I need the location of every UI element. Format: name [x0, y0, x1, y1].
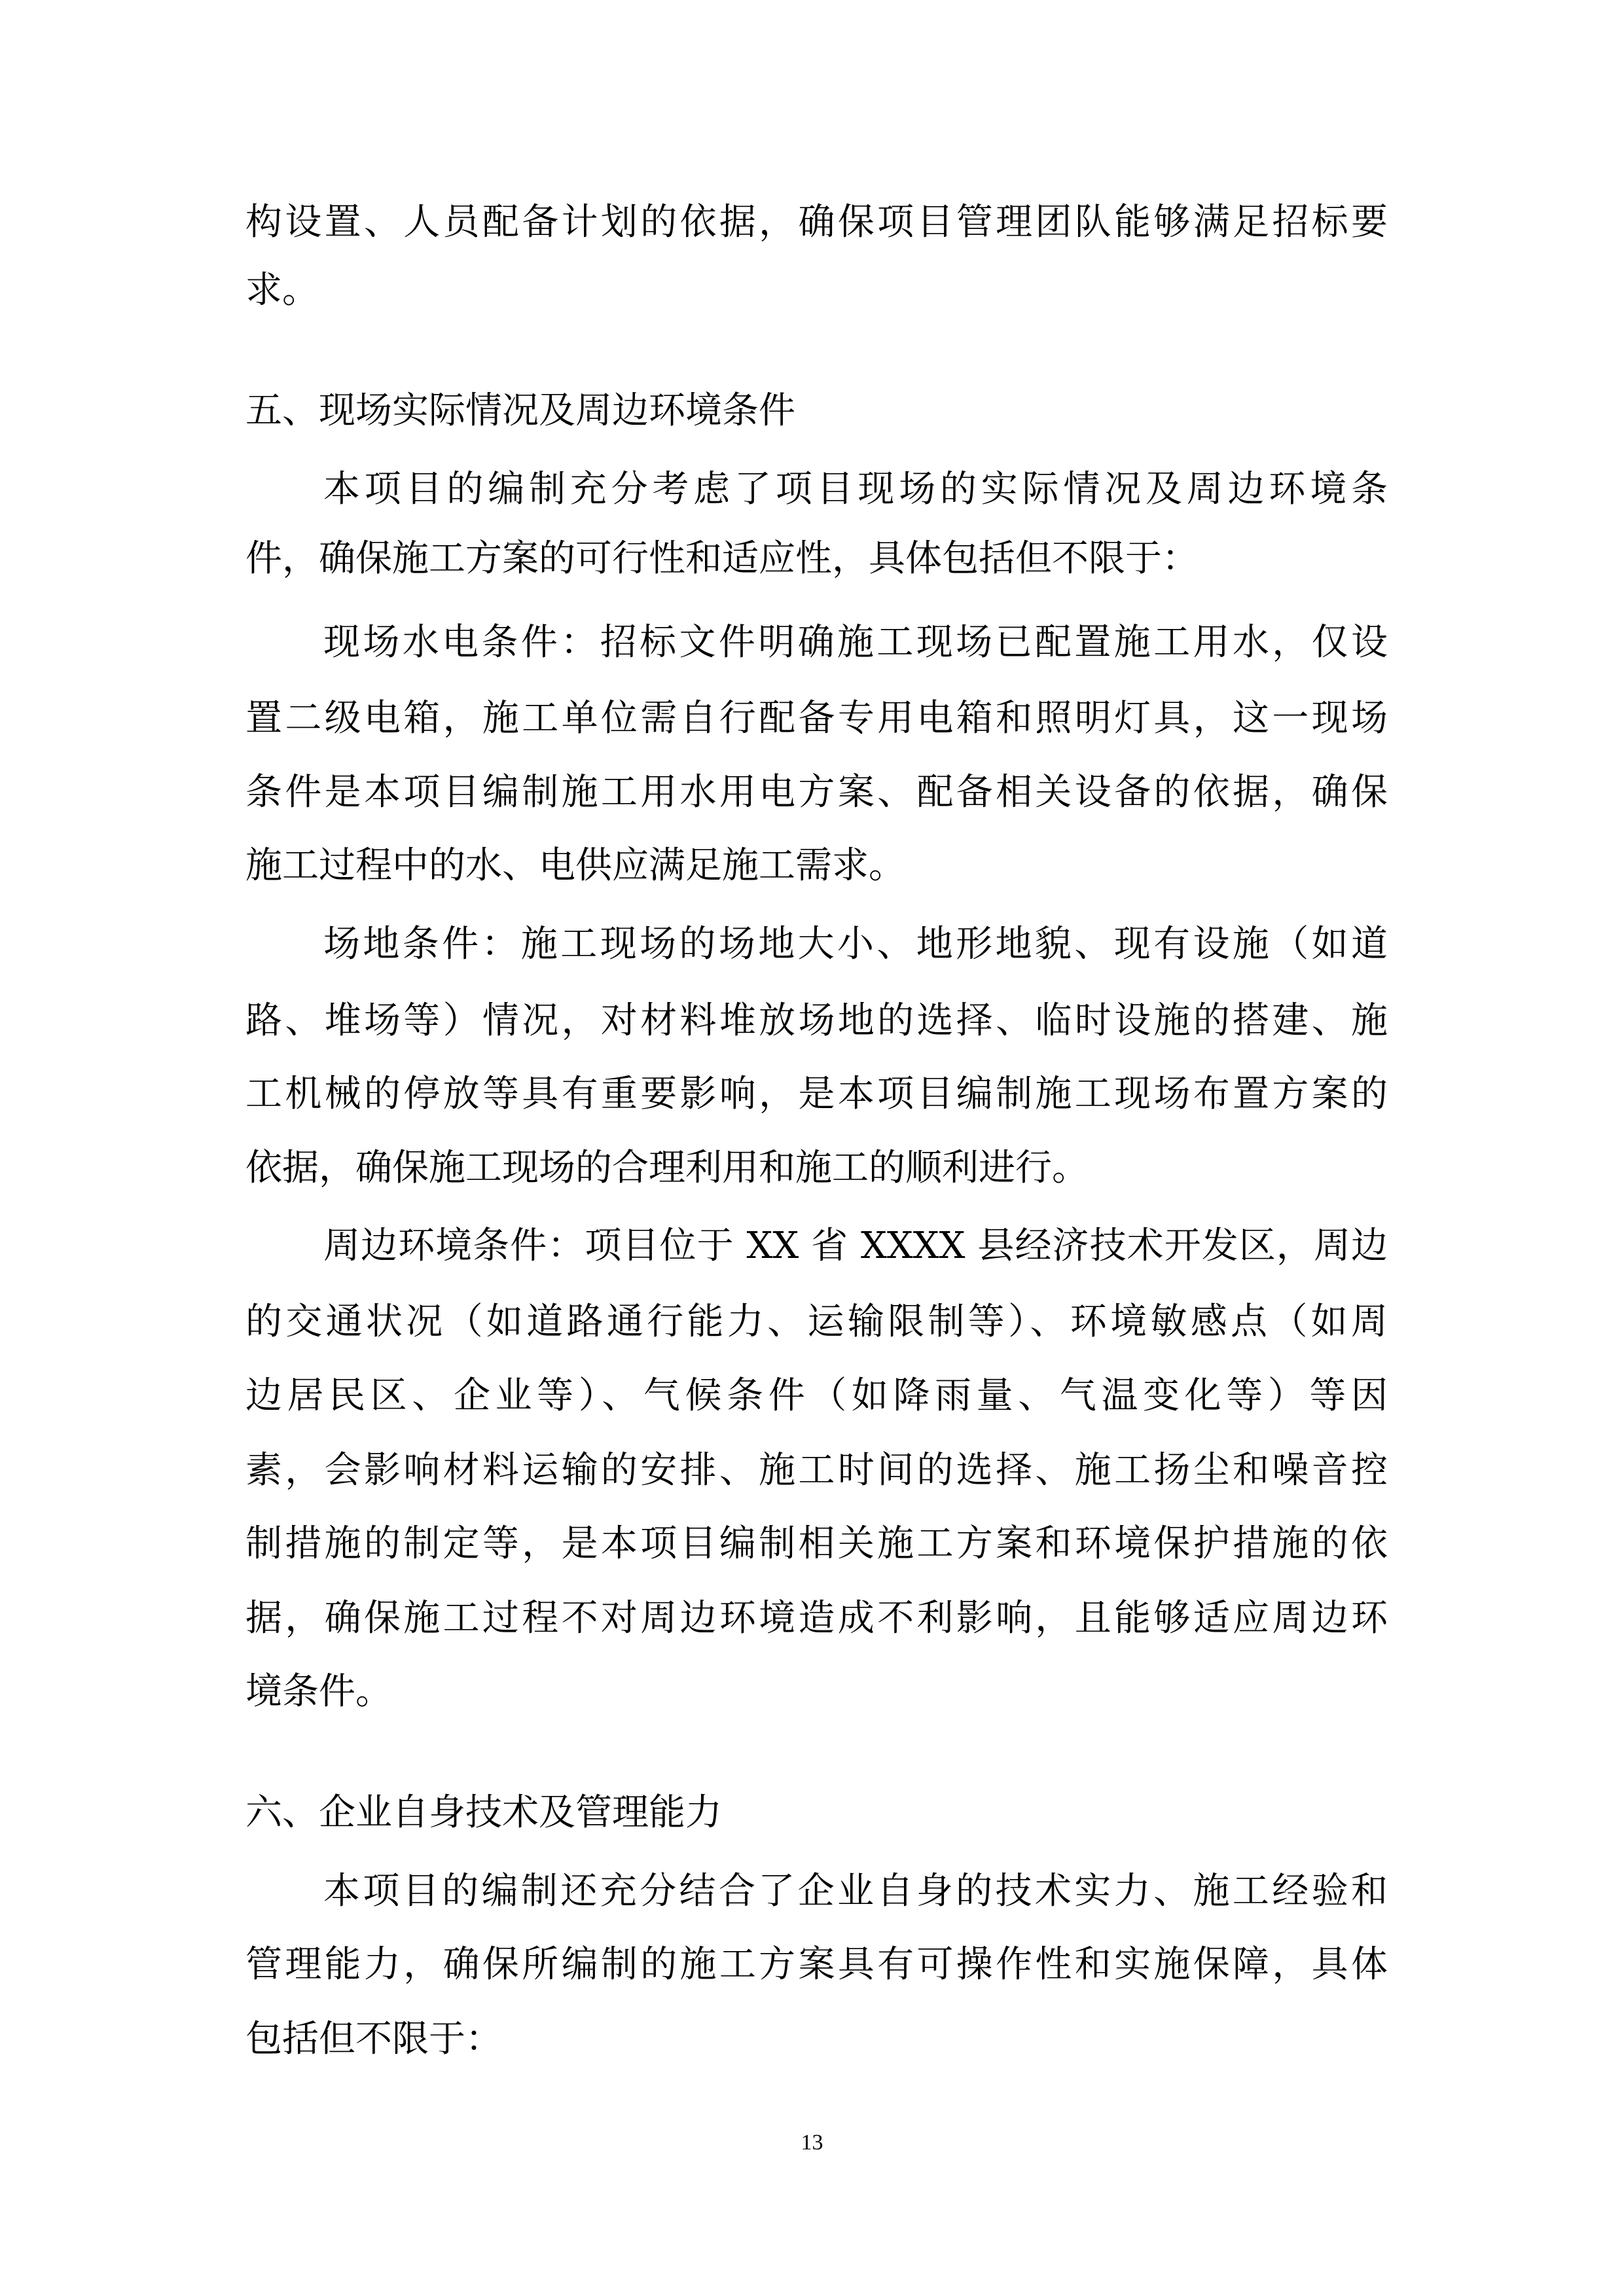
paragraph-line: 境条件。: [245, 1670, 392, 1713]
section-heading-6: 六、企业自身技术及管理能力: [245, 1791, 722, 1834]
paragraph-line: 构设置、人员配备计划的依据，确保项目管理团队能够满足招标要: [245, 201, 1388, 243]
paragraph-line: 求。: [245, 269, 319, 312]
paragraph-line: 边居民区、企业等）、气候条件（如降雨量、气温变化等）等因: [245, 1374, 1388, 1417]
paragraph-line: 本项目的编制还充分结合了企业自身的技术实力、施工经验和: [323, 1870, 1388, 1912]
paragraph-line: 本项目的编制充分考虑了项目现场的实际情况及周边环境条: [323, 468, 1388, 511]
paragraph-line: 包括但不限于：: [245, 2018, 502, 2060]
paragraph-line: 制措施的制定等，是本项目编制相关施工方案和环境保护措施的依: [245, 1522, 1388, 1565]
paragraph-line: 的交通状况（如道路通行能力、运输限制等）、环境敏感点（如周: [245, 1300, 1388, 1343]
paragraph-line: 现场水电条件：招标文件明确施工现场已配置施工用水，仅设: [323, 621, 1388, 664]
paragraph-line: 周边环境条件：项目位于 XX 省 XXXX 县经济技术开发区，周边: [323, 1225, 1388, 1267]
paragraph-line: 管理能力，确保所编制的施工方案具有可操作性和实施保障，具体: [245, 1943, 1388, 1986]
paragraph-line: 置二级电箱，施工单位需自行配备专用电箱和照明灯具，这一现场: [245, 697, 1388, 740]
paragraph-line: 条件是本项目编制施工用水用电方案、配备相关设备的依据，确保: [245, 771, 1388, 814]
paragraph-line: 施工过程中的水、电供应满足施工需求。: [245, 844, 905, 887]
page-number: 13: [801, 2130, 823, 2155]
paragraph-line: 路、堆场等）情况，对材料堆放场地的选择、临时设施的搭建、施: [245, 999, 1388, 1042]
paragraph-line: 依据，确保施工现场的合理利用和施工的顺利进行。: [245, 1147, 1089, 1189]
paragraph-line: 件，确保施工方案的可行性和适应性，具体包括但不限于：: [245, 537, 1199, 580]
paragraph-line: 工机械的停放等具有重要影响，是本项目编制施工现场布置方案的: [245, 1073, 1388, 1115]
paragraph-line: 场地条件：施工现场的场地大小、地形地貌、现有设施（如道: [323, 923, 1388, 965]
paragraph-line: 据，确保施工过程不对周边环境造成不利影响，且能够适应周边环: [245, 1597, 1388, 1640]
paragraph-line: 素，会影响材料运输的安排、施工时间的选择、施工扬尘和噪音控: [245, 1449, 1388, 1492]
section-heading-5: 五、现场实际情况及周边环境条件: [245, 389, 795, 432]
